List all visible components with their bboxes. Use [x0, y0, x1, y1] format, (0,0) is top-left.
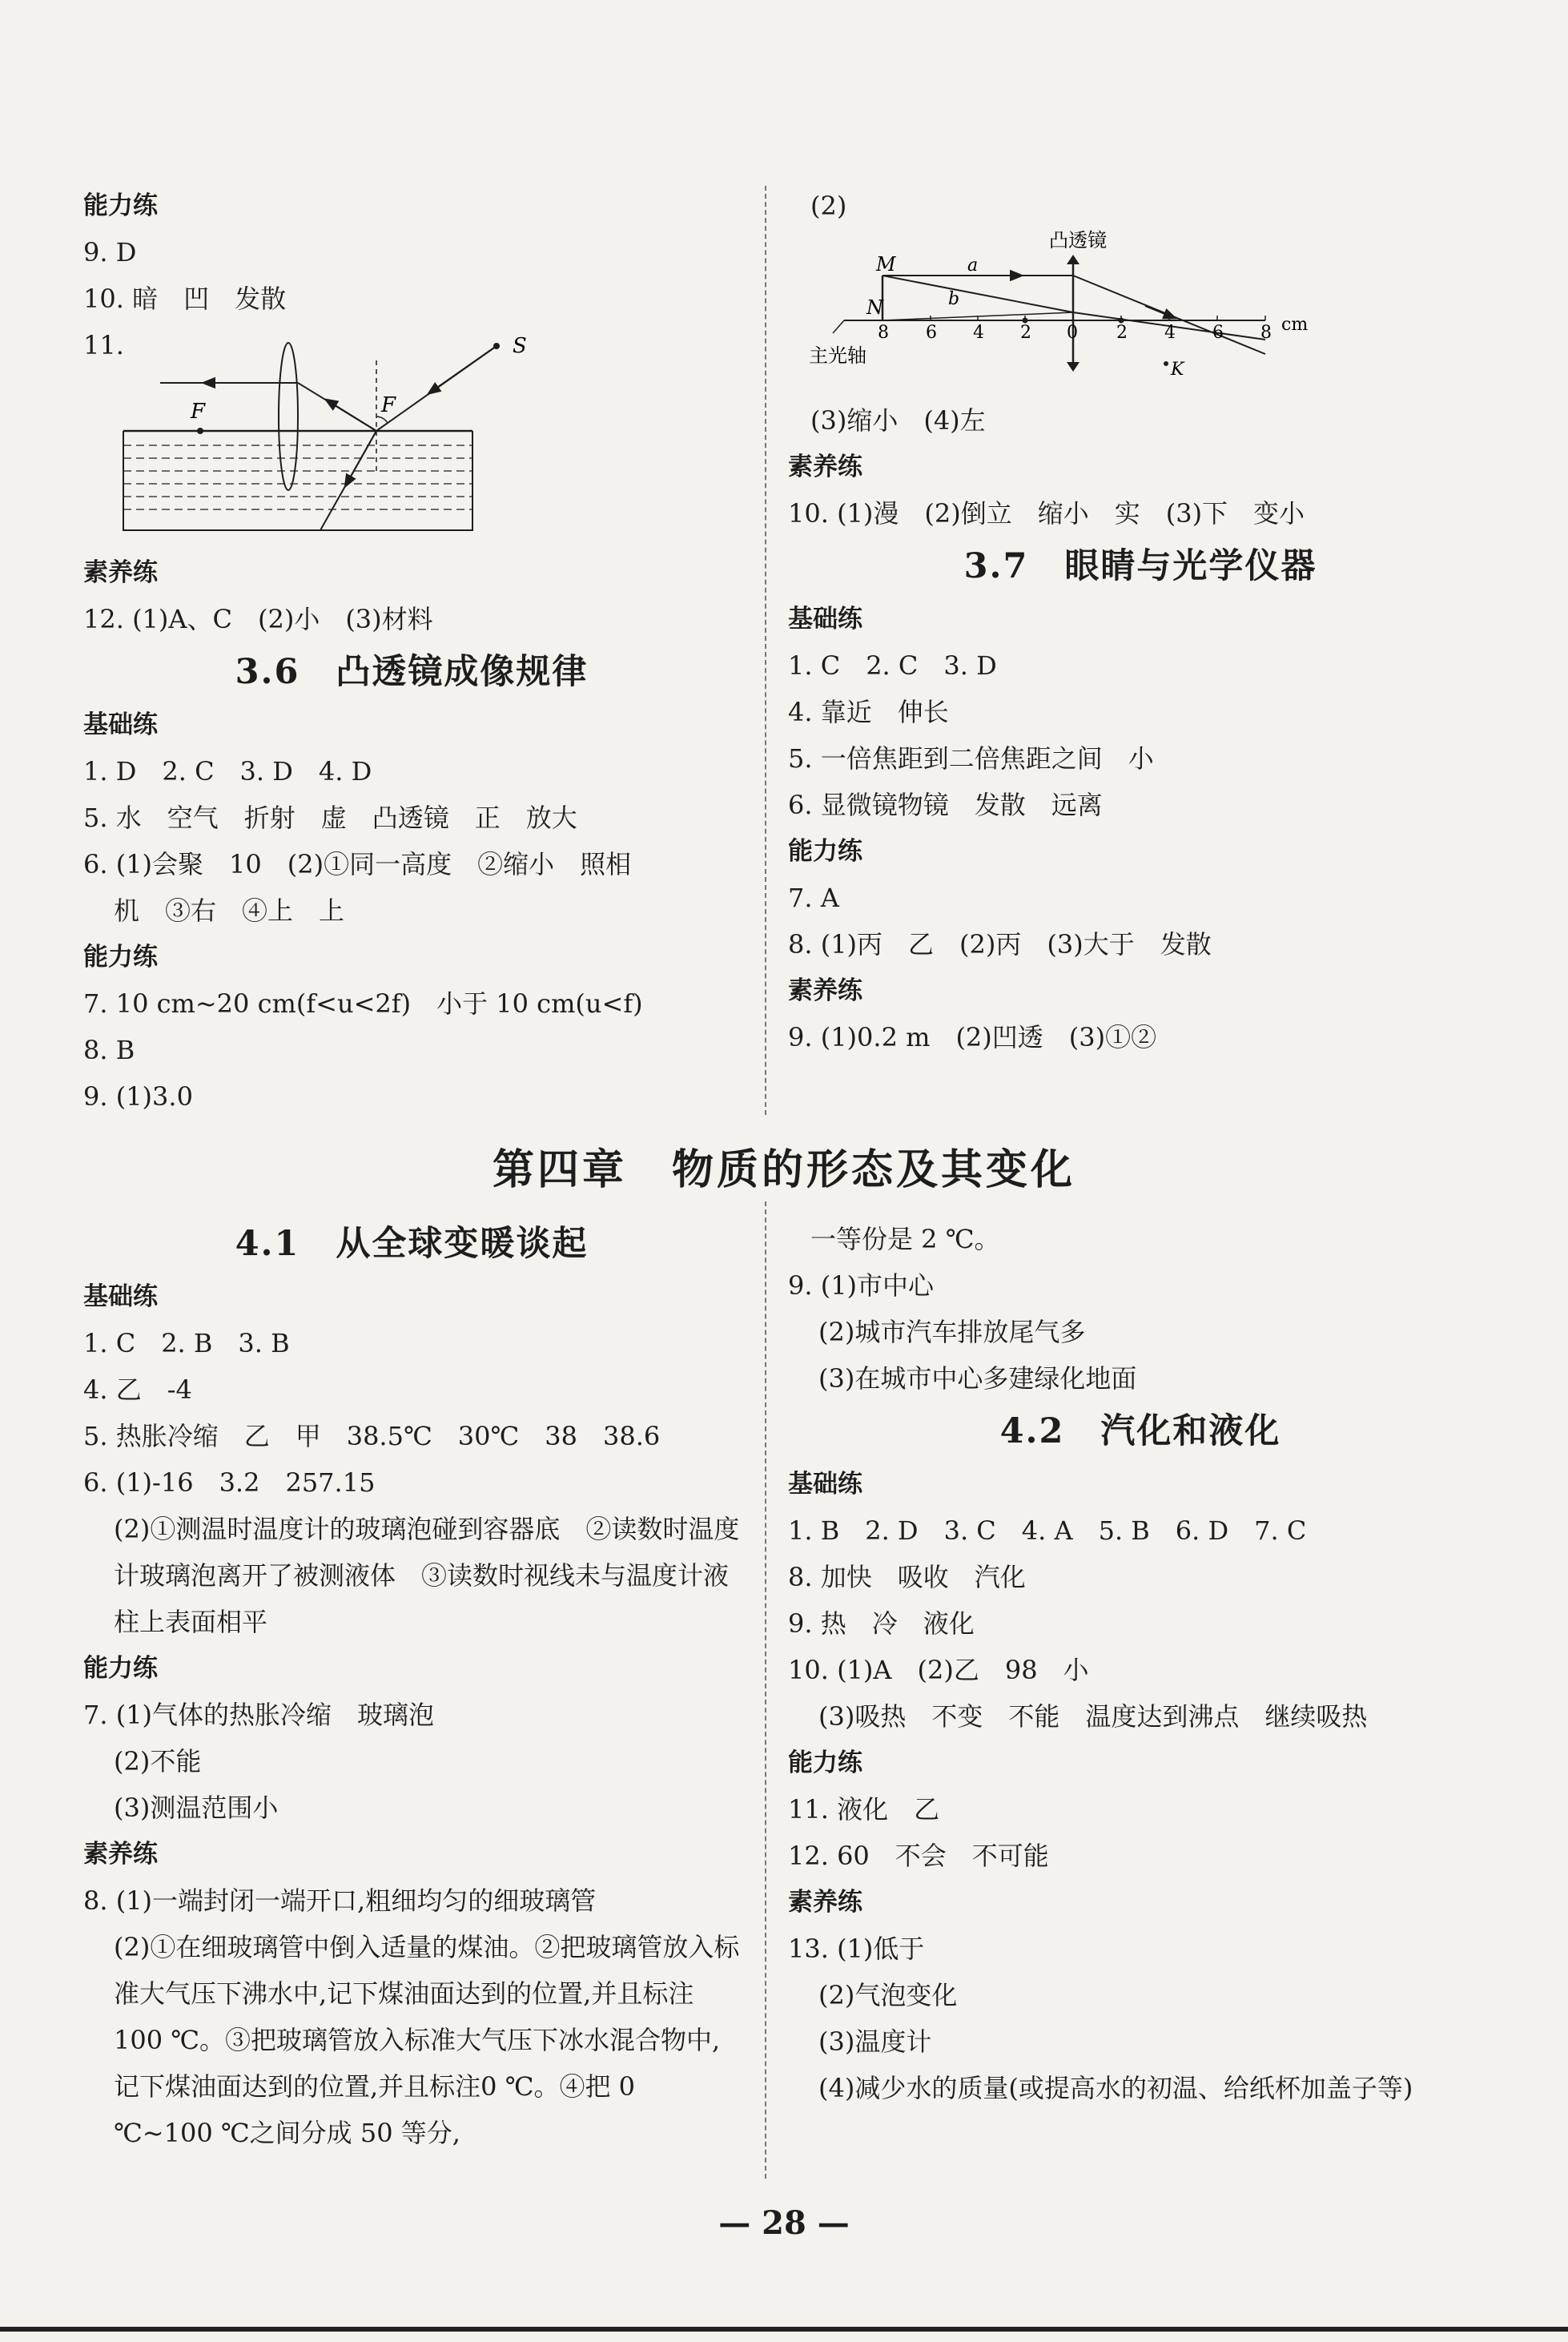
heading-basic: 基础练	[83, 1282, 158, 1311]
answer-8: 8. B	[83, 1035, 135, 1065]
heading-literacy: 素养练	[788, 453, 862, 481]
answer-8: 8. (1)丙 乙 (2)丙 (3)大于 发散	[788, 929, 1212, 960]
answer-6a: 6. (1)会聚 10 (2)①同一高度 ②缩小 照相	[83, 849, 632, 879]
answer-8: 8. (1)一端封闭一端开口,粗细均匀的细玻璃管	[83, 1885, 597, 1916]
answer-5: 5. 热胀冷缩 乙 甲 38.5℃ 30℃ 38 38.6	[83, 1421, 661, 1451]
answer-10: 10. (1)漫 (2)倒立 缩小 实 (3)下 变小	[788, 498, 1305, 529]
section-4-1-title: 4.1 从全球变暖谈起	[235, 1224, 589, 1264]
heading-ability: 能力练	[83, 1654, 158, 1683]
answer-4: 4. 靠近 伸长	[788, 697, 949, 727]
answer-1-4: 1. D 2. C 3. D 4. D	[83, 756, 372, 787]
answer-10-part-3: (3)吸热 不变 不能 温度达到沸点 继续吸热	[818, 1701, 1368, 1732]
answer-8-part-2: (2)①在细玻璃管中倒入适量的煤油。②把玻璃管放入标准大气压下沸水中,记下煤油面达到的位置,并且标注 100 ℃。③把玻璃管放入标准大气压下冰水混合物中,记下煤油面达到的位置,并且标注0 ℃。④把 0 ℃~100 ℃之间分成 50 等分,	[114, 1932, 740, 2148]
label-cm: cm	[1281, 315, 1309, 335]
column-divider-bottom	[765, 1201, 766, 2179]
answer-9: 9. (1)0.2 m (2)凹透 (3)①②	[788, 1022, 1157, 1052]
answer-part-2: (2)	[810, 191, 847, 221]
answer-9-part-3: (3)在城市中心多建绿化地面	[818, 1363, 1137, 1394]
chapter-title: 第四章 物质的形态及其变化	[492, 1145, 1075, 1194]
label-N: N	[866, 296, 883, 319]
right-top-column-2	[788, 397, 1493, 1060]
answer-7-part-3: (3)测温范围小	[114, 1793, 279, 1823]
heading-basic: 基础练	[788, 605, 862, 634]
answer-11: 11.	[83, 330, 124, 360]
answer-11: 11. 液化 乙	[788, 1794, 940, 1825]
heading-basic: 基础练	[788, 1470, 862, 1499]
answer-1-3: 1. C 2. B 3. B	[83, 1328, 290, 1358]
answer-7-part-2: (2)不能	[114, 1746, 202, 1777]
tick-4-left: 4	[973, 323, 984, 343]
answer-6: 6. 显微镜物镜 发散 远离	[788, 790, 1103, 820]
tick-4-right: 4	[1164, 323, 1176, 343]
right-top-column	[788, 183, 1493, 229]
label-lens: 凸透镜	[1049, 229, 1107, 252]
section-3-7-title: 3.7 眼睛与光学仪器	[963, 546, 1317, 586]
tick-2-right: 2	[1116, 323, 1128, 343]
label-F-right: F	[381, 393, 396, 417]
label-M: M	[876, 253, 896, 276]
answer-8: 8. 加快 吸收 汽化	[788, 1562, 1026, 1592]
answer-6b: 机 ③右 ④上 上	[114, 895, 345, 926]
label-K: K	[1171, 360, 1184, 380]
tick-0: 0	[1067, 323, 1078, 343]
tick-8-left: 8	[878, 323, 889, 343]
heading-ability-2: 能力练	[83, 943, 158, 972]
page-number: — 28 —	[718, 2204, 850, 2242]
answer-9: 9. D	[83, 237, 137, 268]
answer-1-7: 1. B 2. D 3. C 4. A 5. B 6. D 7. C	[788, 1515, 1307, 1546]
answer-10: 10. 暗 凹 发散	[83, 284, 287, 314]
bottom-rule	[0, 2327, 1568, 2332]
left-bottom-column	[83, 1216, 740, 2156]
answer-6-part-2: (2)①测温时温度计的玻璃泡碰到容器底 ②读数时温度计玻璃泡离开了被测液体 ③读数时视线未与温度计液柱上表面相平	[114, 1514, 740, 1637]
answer-7: 7. 10 cm~20 cm(f<u<2f) 小于 10 cm(u<f)	[83, 988, 643, 1019]
section-4-2-title: 4.2 汽化和液化	[999, 1411, 1281, 1451]
figure-convex-lens	[809, 226, 1337, 394]
label-principal-axis: 主光轴	[809, 344, 866, 367]
left-top-column-2	[83, 549, 740, 1120]
heading-literacy: 素养练	[83, 558, 158, 587]
answer-part-3-4: (3)缩小 (4)左	[810, 405, 986, 436]
answer-5: 5. 水 空气 折射 虚 凸透镜 正 放大	[83, 803, 577, 833]
answer-9: 9. (1)市中心	[788, 1270, 935, 1301]
column-divider-top	[765, 186, 766, 1115]
label-S: S	[513, 334, 527, 358]
label-F-left: F	[191, 400, 206, 424]
tick-2-left: 2	[1020, 323, 1031, 343]
section-3-6-title: 3.6 凸透镜成像规律	[235, 652, 589, 692]
tick-8-right: 8	[1260, 323, 1272, 343]
answer-7: 7. (1)气体的热胀冷缩 玻璃泡	[83, 1700, 435, 1730]
answer-13: 13. (1)低于	[788, 1934, 925, 1964]
heading-basic: 基础练	[83, 710, 158, 739]
answer-4: 4. 乙 -4	[83, 1374, 192, 1405]
heading-ability: 能力练	[788, 1748, 862, 1777]
answer-12: 12. 60 不会 不可能	[788, 1841, 1049, 1871]
answer-13-part-4: (4)减少水的质量(或提高水的初温、给纸杯加盖子等)	[818, 2073, 1413, 2103]
answer-9b: 9. (1)3.0	[83, 1081, 193, 1112]
label-b: b	[948, 289, 960, 309]
answer-5: 5. 一倍焦距到二倍焦距之间 小	[788, 743, 1154, 774]
answer-10: 10. (1)A (2)乙 98 小	[788, 1655, 1089, 1685]
label-a: a	[967, 256, 979, 276]
answer-8-continued: 一等份是 2 ℃。	[810, 1224, 1000, 1254]
heading-literacy-2: 素养练	[788, 976, 862, 1005]
answer-13-part-2: (2)气泡变化	[818, 1980, 958, 2010]
heading-literacy: 素养练	[83, 1840, 158, 1869]
figure-11-refraction	[120, 320, 537, 545]
answer-12: 12. (1)A、C (2)小 (3)材料	[83, 604, 433, 634]
tick-6-right: 6	[1212, 323, 1224, 343]
answer-6: 6. (1)-16 3.2 257.15	[83, 1467, 376, 1498]
answer-13-part-3: (3)温度计	[818, 2026, 932, 2057]
tick-6-left: 6	[926, 323, 937, 343]
right-bottom-column	[788, 1216, 1493, 2111]
answer-7: 7. A	[788, 883, 839, 913]
answer-1-3: 1. C 2. C 3. D	[788, 650, 997, 681]
heading-ability: 能力练	[788, 837, 862, 866]
heading-ability: 能力练	[83, 191, 158, 220]
answer-9-part-2: (2)城市汽车排放尾气多	[818, 1317, 1086, 1347]
answer-9b: 9. 热 冷 液化	[788, 1608, 975, 1639]
heading-literacy: 素养练	[788, 1888, 862, 1917]
